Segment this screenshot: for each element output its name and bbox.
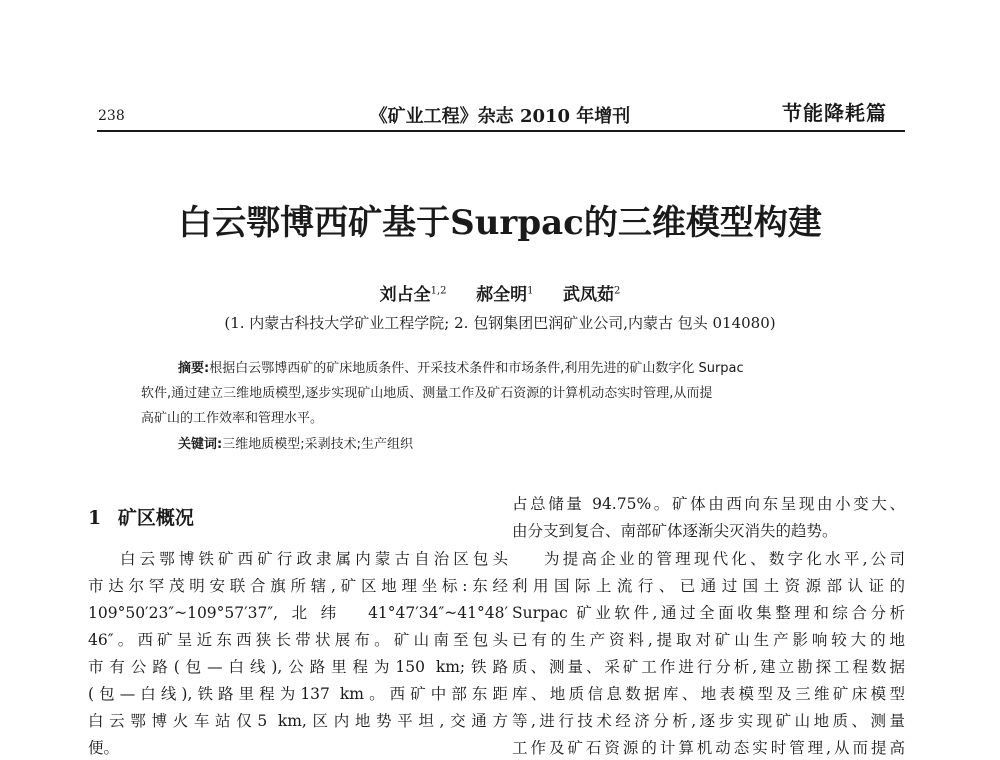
body-line: 占总储量 94.75%。矿体由西向东呈现由小变大、 [512,495,905,513]
author-affil-mark: 1 [527,285,534,297]
abstract-label: 摘要: [178,361,210,376]
keywords-text: 三维地质模型;采剥技术;生产组织 [222,437,413,452]
body-line: 便。 [88,739,120,757]
body-line: 利用国际上流行、已通过国土资源部认证的 [512,577,905,595]
keywords-label: 关键词: [178,437,223,452]
author-list [0,280,1000,305]
page-number: 238 [98,108,125,124]
author-name: 郝全明 [476,285,528,305]
body-line: (包—白线),铁路里程为137 km。西矿中部东距 [88,685,508,703]
keywords-line [178,433,413,452]
body-line: 白云鄂博火车站仅5 km,区内地势平坦,交通方 [88,712,508,730]
author-affil-mark: 2 [614,285,621,297]
body-line: 由分支到复合、南部矿体逐渐尖灭消失的趋势。 [512,522,838,540]
body-line: Surpac 矿业软件,通过全面收集整理和综合分析 [512,604,905,622]
section-number: 1 [88,507,102,529]
body-line: 等,进行技术经济分析,逐步实现矿山地质、测量 [512,712,905,730]
header-rule [97,130,905,132]
body-line: 工作及矿石资源的计算机动态实时管理,从而提高 [512,739,905,757]
section-tag: 节能降耗篇 [782,101,887,125]
author-name: 武凤茹 [563,285,615,305]
body-line: 109°50′23″~109°57′37″,北纬 41°47′34″~41°48′ [88,604,508,622]
paper-title: 白云鄂博西矿基于Surpac的三维模型构建 [178,203,822,243]
section-heading [88,503,194,530]
author-name: 刘占全 [379,285,431,305]
abstract-text: 根据白云鄂博西矿的矿床地质条件、开采技术条件和市场条件,利用先进的矿山数字化 Surpac [209,361,744,376]
body-line: 市有公路(包—白线),公路里程为150 km;铁路 [88,658,508,676]
body-line: 已有的生产资料,提取对矿山生产影响较大的地 [512,631,905,649]
body-line: 白云鄂博铁矿西矿行政隶属内蒙古自治区包头 [120,550,508,568]
section-title: 矿区概况 [117,507,194,529]
abstract-line [178,357,744,376]
body-line: 为提高企业的管理现代化、数字化水平,公司 [544,550,905,568]
affiliation: (1. 内蒙古科技大学矿业工程学院; 2. 包钢集团巴润矿业公司,内蒙古 包头 014080) [224,314,776,332]
body-line: 质、测量、采矿工作进行分析,建立勘探工程数据 [512,658,905,676]
body-line: 46″。西矿呈近东西狭长带状展布。矿山南至包头 [88,631,508,649]
body-line: 库、地质信息数据库、地表模型及三维矿床模型 [512,685,905,703]
abstract-line: 软件,通过建立三维地质模型,逐步实现矿山地质、测量工作及矿石资源的计算机动态实时管理,从而提 [141,386,713,401]
abstract-line: 高矿山的工作效率和管理水平。 [141,411,324,426]
body-line: 市达尔罕茂明安联合旗所辖,矿区地理坐标:东经 [88,577,508,595]
author-affil-mark: 1,2 [430,285,447,297]
journal-title: 《矿业工程》杂志 2010 年增刊 [369,106,631,127]
